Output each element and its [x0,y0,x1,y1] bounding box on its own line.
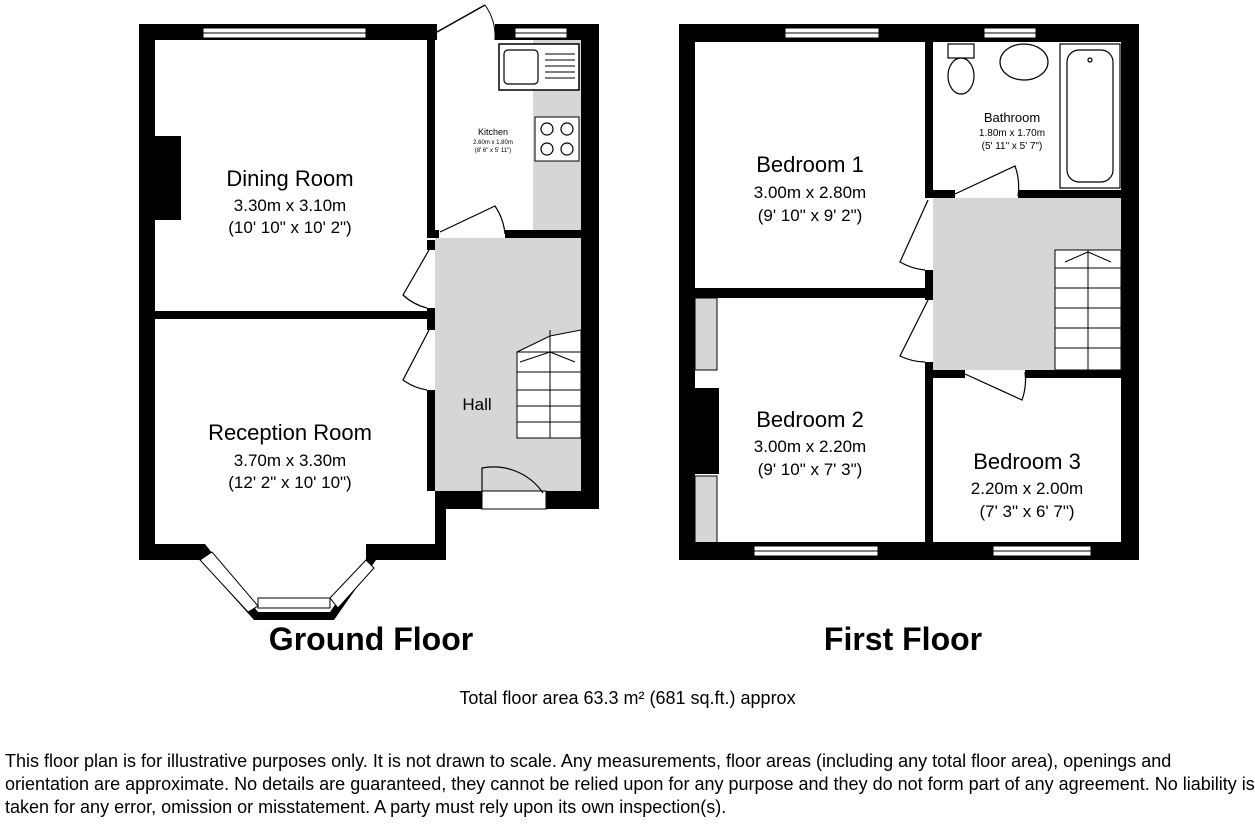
bedroom1-label: Bedroom 1 [756,152,864,177]
kitchen-hall-door [440,206,505,234]
wall-dining-reception [155,311,435,319]
basin [1000,44,1048,80]
first-floor-title: First Floor [823,621,983,657]
reception-room-label: Reception Room [208,420,372,445]
ff-bed1-door [900,200,928,270]
wall-hall-left-solid-3 [427,390,435,491]
bedroom3-metric: 2.20m x 2.00m [970,479,1084,498]
reception-room-imperial: (12' 2" x 10' 10") [228,473,352,492]
outer-wall-right [581,24,599,509]
wall-hall-left-solid [427,240,435,250]
ff-bed2-door [900,300,928,362]
kitchen-back-door [437,5,485,32]
kitchen-imperial: (8' 6" x 5' 11") [474,148,512,154]
wardrobe-2 [695,476,717,544]
bay-window-glass-right [330,560,374,608]
ff-wall-landing-bed3-b [1025,370,1121,378]
dining-room-metric: 3.30m x 3.10m [233,196,347,215]
bay-window-glass-mid [258,598,330,608]
wardrobe-1 [695,298,717,370]
ground-floor-title: Ground Floor [268,621,474,657]
first-stairs [1055,250,1121,370]
bedroom2-metric: 3.00m x 2.20m [753,437,867,456]
toilet [948,44,974,94]
kitchen-label: Kitchen [477,127,509,137]
ff-wall-bed1-bed2 [695,288,933,298]
bath-tub [1060,44,1120,188]
bedroom3-label: Bedroom 3 [973,449,1081,474]
bedroom1-imperial: (9' 10" x 9' 2") [757,206,863,225]
total-floor-area: Total floor area 63.3 m² (681 sq.ft.) approx [459,688,796,708]
ff-outer-wall-right [1121,24,1139,560]
first-floor-plan [679,24,1139,657]
bathroom-metric: 1.80m x 1.70m [978,128,1046,139]
ff-chimney [695,388,719,474]
bedroom2-label: Bedroom 2 [756,407,864,432]
kitchen-hob [535,117,579,161]
ff-wall-bed2-landing [925,362,933,542]
ff-outer-wall-top [679,24,1139,42]
bedroom1-metric: 3.00m x 2.80m [753,183,867,202]
reception-door [403,330,429,390]
kitchen-metric: 2.60m x 1.80m [473,140,513,146]
ff-wall-bath-landing-a [925,190,955,198]
ground-floor-plan [139,5,599,657]
dining-room-label: Dining Room [226,166,354,191]
wall-kitchen-hall [505,230,581,238]
outer-wall-bottom-mid [366,544,446,560]
wall-kitchen-hall-left [427,230,439,238]
bedroom2-imperial: (9' 10" x 7' 3") [757,460,863,479]
ff-wall-bed1-bath [925,42,933,190]
chimney-breast [155,136,181,220]
wall-dining-kitchen [427,40,435,240]
hall-label: Hall [462,395,492,414]
ff-wall-bath-landing-b [1018,190,1121,198]
bathroom-imperial: (5' 11" x 5' 7") [981,141,1043,152]
bathroom-label: Bathroom [983,110,1041,125]
ff-bath-door [955,166,1019,196]
dining-room-imperial: (10' 10" x 10' 2") [228,218,352,237]
outer-wall-left [139,24,155,560]
dining-door [403,250,429,308]
bedroom3-imperial: (7' 3" x 6' 7") [979,502,1075,521]
disclaimer-text: This floor plan is for illustrative purposes only. It is not drawn to scale. Any measurements, floor areas (including any total floor area), openings and orientation are approximate. No details are guaranteed, they cannot be relied upon for any purpose and they do not form part of any agreement. No liability is taken for any error, omission or misstatement. A party must rely upon its own inspection(s). [5,751,1255,817]
ff-outer-wall-left [679,24,695,560]
bay-window-glass-left [200,552,258,612]
front-door-opening [482,491,546,509]
ff-wall-landing-bed3-a [925,370,965,378]
reception-room-metric: 3.70m x 3.30m [233,451,347,470]
ff-bed3-door [965,372,1026,400]
